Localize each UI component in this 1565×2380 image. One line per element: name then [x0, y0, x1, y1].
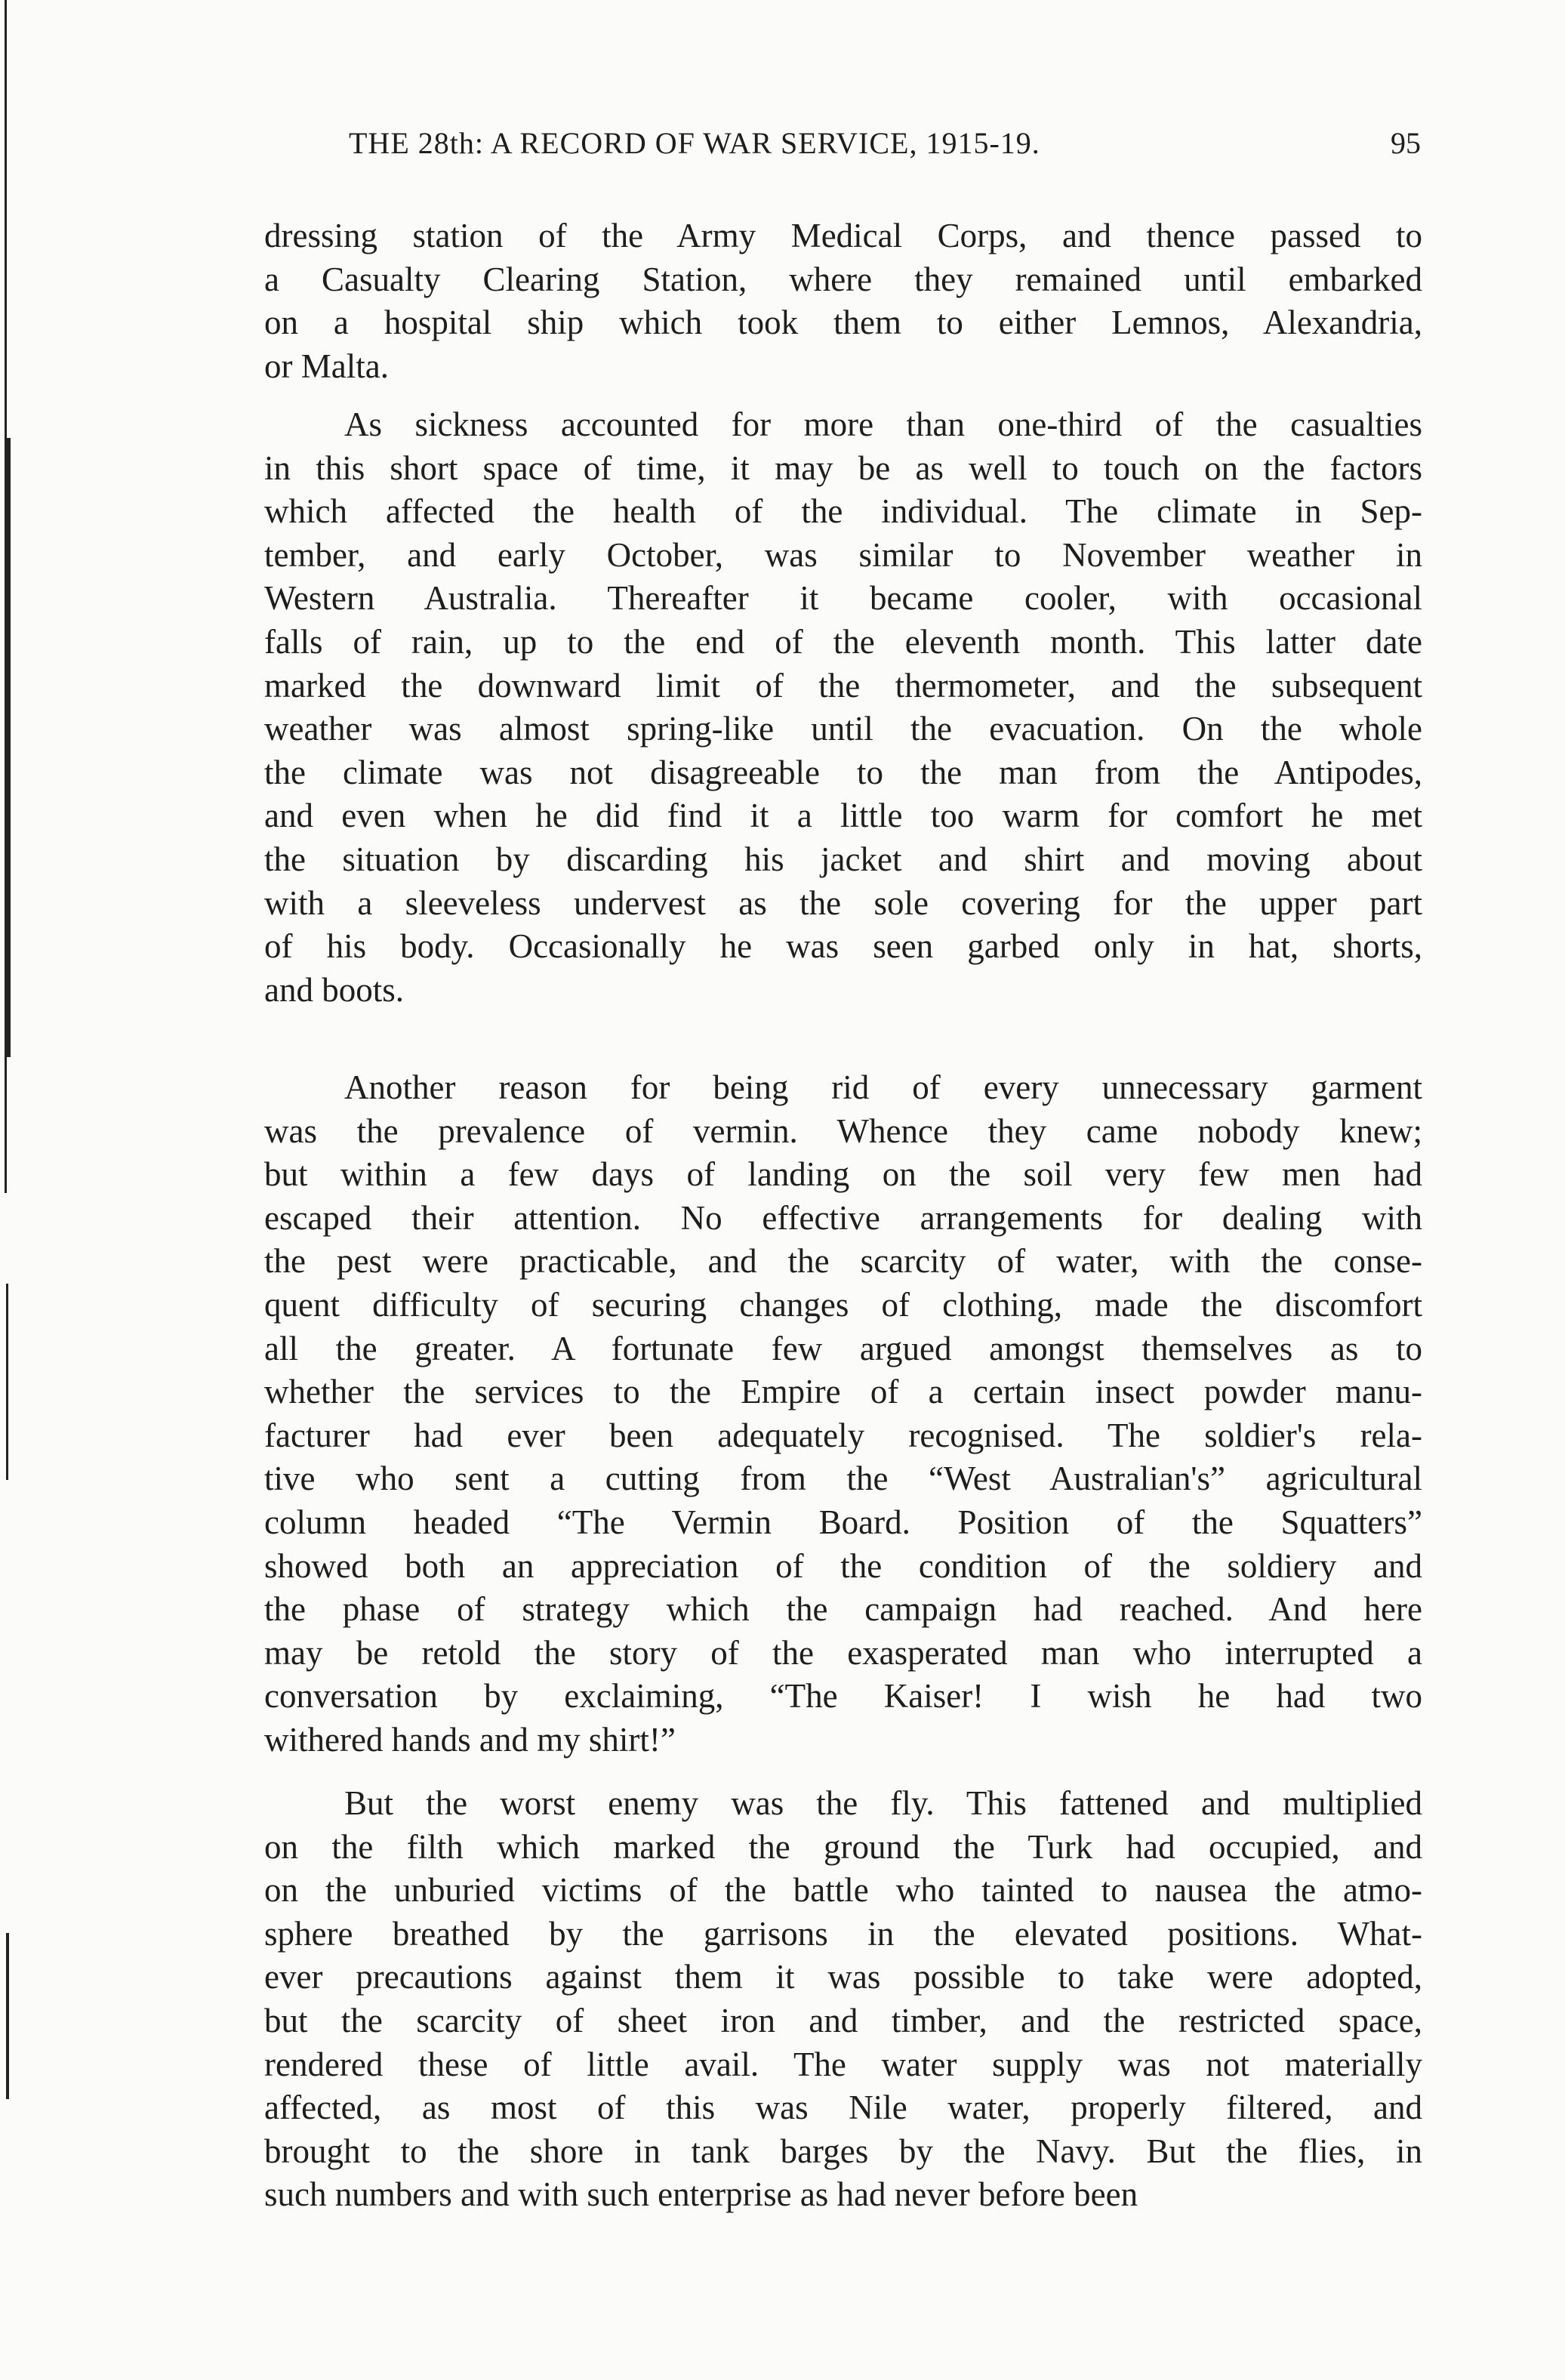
text-line: facturer had ever been adequately recognised. The soldier's rela- — [264, 1416, 1422, 1454]
text-line: with a sleeveless undervest as the sole covering for the upper part — [264, 883, 1422, 922]
text-line: falls of rain, up to the end of the eleventh month. This latter date — [264, 623, 1422, 661]
scan-edge-mark — [6, 1933, 9, 2099]
text-line: all the greater. A fortunate few argued amongst themselves as to — [264, 1329, 1422, 1367]
text-line: on a hospital ship which took them to either Lemnos, Alexandria, — [264, 304, 1422, 342]
text-line: of his body. Occasionally he was seen garbed only in hat, shorts, — [264, 927, 1422, 966]
text-line: or Malta. — [264, 347, 389, 385]
text-line: rendered these of little avail. The water supply was not materially — [264, 2045, 1422, 2083]
text-line: but within a few days of landing on the soil very few men had — [264, 1155, 1422, 1194]
text-line: conversation by exclaiming, “The Kaiser! I wish he had two — [264, 1677, 1422, 1716]
text-line: affected, as most of this was Nile water, properly filtered, and — [264, 2089, 1422, 2127]
text-line: such numbers and with such enterprise as had never before been — [264, 2175, 1138, 2214]
text-line: the phase of strategy which the campaign had reached. And here — [264, 1590, 1422, 1629]
text-line: weather was almost spring-like until the evacuation. On the whole — [264, 710, 1422, 748]
text-line: column headed “The Vermin Board. Position of the Squatters” — [264, 1503, 1422, 1541]
text-line: marked the downward limit of the thermometer, and the subsequent — [264, 666, 1422, 704]
text-line: but the scarcity of sheet iron and timber, and the restricted space, — [264, 2002, 1422, 2039]
text-line: Another reason for being rid of every unnecessary garment — [344, 1068, 1422, 1106]
text-line: and even when he did find it a little too warm for comfort he met — [264, 797, 1422, 835]
text-line: on the filth which marked the ground the Turk had occupied, and — [264, 1827, 1422, 1866]
text-line: which affected the health of the individual. The climate in Sep- — [264, 492, 1422, 531]
text-line: a Casualty Clearing Station, where they remained until embarked — [264, 260, 1422, 298]
text-line: tember, and early October, was similar to November weather in — [264, 535, 1422, 574]
text-line: on the unburied victims of the battle who tainted to nausea the atmo- — [264, 1871, 1422, 1910]
text-line: Western Australia. Thereafter it became cooler, with occasional — [264, 579, 1422, 618]
text-line: As sickness accounted for more than one-third of the casualties — [344, 405, 1422, 443]
text-line: the climate was not disagreeable to the man from the Antipodes, — [264, 753, 1422, 791]
text-line: escaped their attention. No effective arrangements for dealing with — [264, 1198, 1422, 1237]
text-line: brought to the shore in tank barges by the Navy. But the flies, in — [264, 2132, 1422, 2170]
text-line: the pest were practicable, and the scarcity of water, with the conse- — [264, 1242, 1422, 1281]
running-title: THE 28th: A RECORD OF WAR SERVICE, 1915-19. — [349, 126, 1040, 160]
text-line: dressing station of the Army Medical Corps, and thence passed to — [264, 217, 1422, 254]
text-line: quent difficulty of securing changes of clothing, made the discomfort — [264, 1286, 1422, 1324]
text-line: sphere breathed by the garrisons in the elevated positions. What- — [264, 1914, 1422, 1953]
text-line: tive who sent a cutting from the “West Australian's” agricultural — [264, 1460, 1422, 1498]
text-line: withered hands and my shirt!” — [264, 1721, 676, 1759]
text-line: whether the services to the Empire of a certain insect powder manu- — [264, 1373, 1422, 1411]
text-line: may be retold the story of the exasperated man who interrupted a — [264, 1633, 1422, 1672]
scan-edge-mark — [6, 438, 11, 1057]
text-line: showed both an appreciation of the condition of the soldiery and — [264, 1546, 1422, 1585]
page-number: 95 — [1391, 126, 1421, 160]
text-line: But the worst enemy was the fly. This fattened and multiplied — [344, 1784, 1422, 1822]
text-line: in this short space of time, it may be as well to touch on the factors — [264, 449, 1422, 487]
text-line: ever precautions against them it was possible to take were adopted, — [264, 1958, 1422, 1996]
text-line: the situation by discarding his jacket and shirt and moving about — [264, 840, 1422, 878]
text-line: was the prevalence of vermin. Whence they came nobody knew; — [264, 1111, 1422, 1150]
text-line: and boots. — [264, 970, 404, 1009]
scan-edge-mark — [6, 1284, 8, 1480]
